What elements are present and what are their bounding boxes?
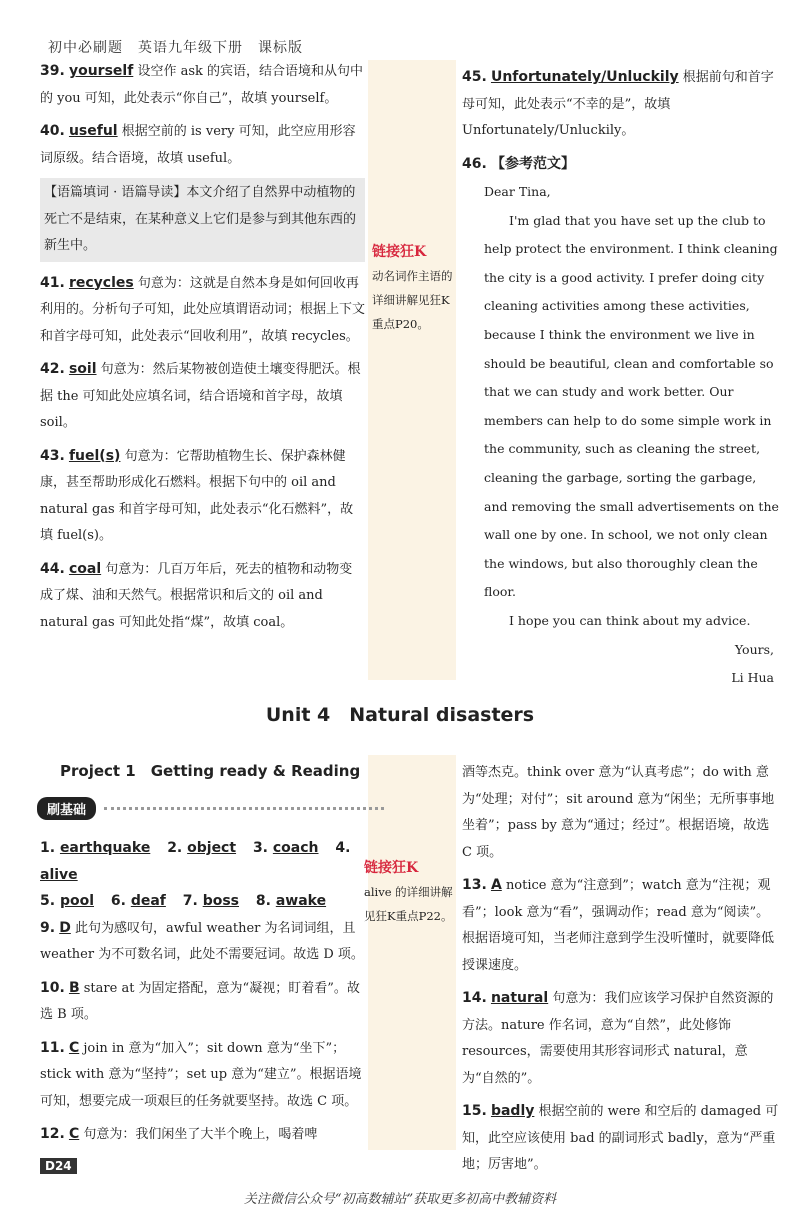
letter-salutation: Dear Tina, bbox=[484, 184, 551, 199]
explanation: 根据空前的 were 和空后的 damaged 可知，此空应该使用 bad 的副词形式 badly，意为“严重地；厉害地”。 bbox=[462, 1104, 779, 1172]
question-11 bbox=[40, 1035, 365, 1116]
left-column-bottom bbox=[40, 835, 365, 1155]
question-number: 8. bbox=[255, 893, 271, 909]
explanation: 句意为：我们应该学习保护自然资源的方法。nature 作名词，意为“自然”，此处修饰 resources，需要使用其形容词形式 natural，意为“自然的”。 bbox=[462, 991, 774, 1086]
question-number: 45. bbox=[462, 69, 487, 85]
explanation: 根据前句和首字母可知，此处表示“不幸的是”，故填 Unfortunately/Unluckily。 bbox=[462, 70, 774, 138]
answer: earthquake bbox=[59, 840, 151, 856]
question-number: 4. bbox=[335, 840, 351, 856]
dotted-divider bbox=[104, 807, 384, 810]
letter-closing: Yours, bbox=[734, 641, 774, 657]
explanation: 句意为：它帮助植物生长、保护森林健康，甚至帮助形成化石燃料。根据下句中的 oil and natural gas 和首字母可知，此处表示“化石燃料”，故填 fuel(s)。 bbox=[40, 448, 354, 543]
answer: yourself bbox=[68, 63, 134, 79]
question-number: 7. bbox=[182, 893, 198, 909]
letter-signature: Li Hua bbox=[731, 670, 774, 686]
question-number: 44. bbox=[40, 560, 65, 577]
question-number: 2. bbox=[167, 840, 183, 856]
question-number: 6. bbox=[110, 893, 126, 909]
link-title: 链接狂K bbox=[372, 244, 427, 260]
question-number: 15. bbox=[462, 1103, 487, 1119]
question-number: 3. bbox=[252, 840, 268, 856]
answer: recycles bbox=[68, 274, 134, 291]
link-note-1 bbox=[372, 240, 454, 336]
link-text: alive 的详细讲解见狂K重点P22。 bbox=[364, 885, 453, 923]
question-number: 40. bbox=[40, 123, 65, 139]
answer: C bbox=[68, 1039, 80, 1056]
explanation: join in 意为“加入”；sit down 意为“坐下”；stick with 意为“坚持”；set up 意为“建立”。根据语境可知，想要完成一项艰巨的任务就要坚持。故选 C 项。 bbox=[40, 1040, 362, 1109]
question-number: 12. bbox=[40, 1126, 65, 1142]
answer: boss bbox=[202, 893, 239, 909]
left-column bbox=[40, 58, 365, 642]
answer: pool bbox=[59, 893, 94, 909]
question-10 bbox=[40, 975, 365, 1029]
question-44 bbox=[40, 556, 365, 637]
link-note-2 bbox=[364, 856, 456, 928]
answer: object bbox=[187, 840, 237, 856]
answer: soil bbox=[68, 361, 97, 377]
explanation: 句意为：然后某物被创造使土壤变得肥沃。根据 the 可知此处应填名词，结合语境和首字母，故填 soil。 bbox=[40, 362, 361, 430]
explanation: 句意为：我们闲坐了大半个晚上，喝着啤 bbox=[83, 1127, 318, 1142]
answer: deaf bbox=[130, 893, 166, 909]
question-number: 43. bbox=[40, 447, 65, 464]
question-13 bbox=[462, 872, 780, 979]
question-43 bbox=[40, 443, 365, 550]
link-title: 链接狂K bbox=[364, 860, 419, 876]
question-41 bbox=[40, 270, 365, 351]
question-number: 1. bbox=[40, 840, 56, 856]
explanation: 根据空前的 is very 可知，此空应用形容词原级。结合语境，故填 useful。 bbox=[40, 124, 356, 166]
badge-label: 刷基础 bbox=[37, 797, 96, 820]
question-14 bbox=[462, 985, 780, 1092]
question-39 bbox=[40, 58, 365, 112]
answer: useful bbox=[68, 123, 118, 139]
question-number: 5. bbox=[40, 893, 56, 909]
answer: C bbox=[68, 1126, 80, 1142]
question-number: 9. bbox=[40, 919, 56, 936]
running-header: 初中必刷题 英语九年级下册 课标版 bbox=[48, 40, 303, 56]
explanation: 设空作 ask 的宾语，结合语境和从句中的 you 可知，此处表示“你自己”，故填 yourself。 bbox=[40, 64, 364, 106]
question-number: 10. bbox=[40, 979, 65, 996]
right-column-bottom bbox=[462, 760, 780, 1185]
answer: coach bbox=[272, 840, 319, 856]
answer: badly bbox=[490, 1103, 535, 1119]
explanation: stare at 为固定搭配，意为“凝视；盯着看”。故选 B 项。 bbox=[40, 980, 360, 1022]
question-number: 39. bbox=[40, 63, 65, 79]
letter-body: I'm glad that you have set up the club to help protect the environment. I think cleaning the city is a good activity. I prefer doing city cleaning activities among these activities, because I think the environment we live in should be beautiful, clean and comfortable so that we can study and work better. Our members can help to do some simple work in the community, such as cleaning the street, cleaning the garbage, sorting the garbage, and removing the small advertisements on the wall one by one. In school, we not only clean the windows, but also thoroughly clean the floor. bbox=[484, 212, 779, 600]
answers-row-2 bbox=[40, 888, 365, 915]
answer: coal bbox=[68, 560, 102, 577]
question-12-continued: 酒等杰克。think over 意为“认真考虑”；do with 意为“处理；对付”；sit around 意为“闲坐；无所事事地坐着”；pass by 意为“通过；经过”。根据语境，故选 C 项。 bbox=[462, 765, 775, 860]
sample-letter bbox=[462, 178, 780, 693]
sample-label: 【参考范文】 bbox=[490, 155, 575, 172]
answer: alive bbox=[40, 866, 78, 883]
answer: awake bbox=[275, 893, 327, 909]
question-number: 46. bbox=[462, 155, 487, 172]
link-text: 动名词作主语的详细讲解见狂K重点P20。 bbox=[372, 269, 453, 331]
page-number: D24 bbox=[40, 1158, 77, 1174]
margin-strip bbox=[368, 60, 456, 680]
answer: D bbox=[59, 919, 71, 936]
explanation: 此句为感叹句，awful weather 为名词词组，且 weather 为不可数名词，此处不需要冠词。故选 D 项。 bbox=[40, 920, 364, 962]
question-number: 41. bbox=[40, 274, 65, 291]
question-9 bbox=[40, 915, 365, 969]
question-number: 13. bbox=[462, 877, 487, 893]
question-12 bbox=[40, 1121, 365, 1149]
project-title: Project 1 Getting ready & Reading bbox=[60, 762, 361, 780]
reading-guide: 【语篇填词 · 语篇导读】本文介绍了自然界中动植物的死亡不是结束，在某种意义上它们是参与到其他东西的新生中。 bbox=[40, 178, 365, 262]
question-15 bbox=[462, 1098, 780, 1179]
answer: Unfortunately/Unluckily bbox=[490, 69, 679, 85]
explanation: 句意为：几百万年后，死去的植物和动物变成了煤、油和天然气。根据常识和后文的 oil and natural gas 可知此处指“煤”，故填 coal。 bbox=[40, 561, 353, 630]
answer: A bbox=[490, 877, 502, 893]
answer: fuel(s) bbox=[68, 447, 121, 464]
answer: natural bbox=[490, 990, 549, 1006]
right-column bbox=[462, 64, 780, 693]
question-46 bbox=[462, 151, 780, 179]
answers-row-1 bbox=[40, 835, 365, 888]
answer: B bbox=[68, 979, 80, 996]
unit-title: Unit 4 Natural disasters bbox=[265, 704, 535, 726]
section-badge bbox=[37, 797, 384, 820]
explanation: notice 意为“注意到”；watch 意为“注视；观看”；look 意为“看”，强调动作；read 意为“阅读”。根据语境可知，当老师注意到学生没听懂时，就要降低授课速度。 bbox=[462, 878, 775, 973]
question-number: 42. bbox=[40, 361, 65, 377]
letter-body-2: I hope you can think about my advice. bbox=[509, 612, 751, 628]
question-40 bbox=[40, 118, 365, 172]
explanation: 句意为：这就是自然本身是如何回收再利用的。分析句子可知，此处应填谓语动词；根据上下文和首字母可知，此处表示“回收利用”，故填 recycles。 bbox=[40, 275, 366, 344]
footer-note: 关注微信公众号“初高数辅站”获取更多初高中教辅资料 bbox=[243, 1192, 557, 1207]
question-number: 14. bbox=[462, 990, 487, 1006]
question-45 bbox=[462, 64, 780, 145]
question-42 bbox=[40, 356, 365, 437]
question-number: 11. bbox=[40, 1039, 65, 1056]
